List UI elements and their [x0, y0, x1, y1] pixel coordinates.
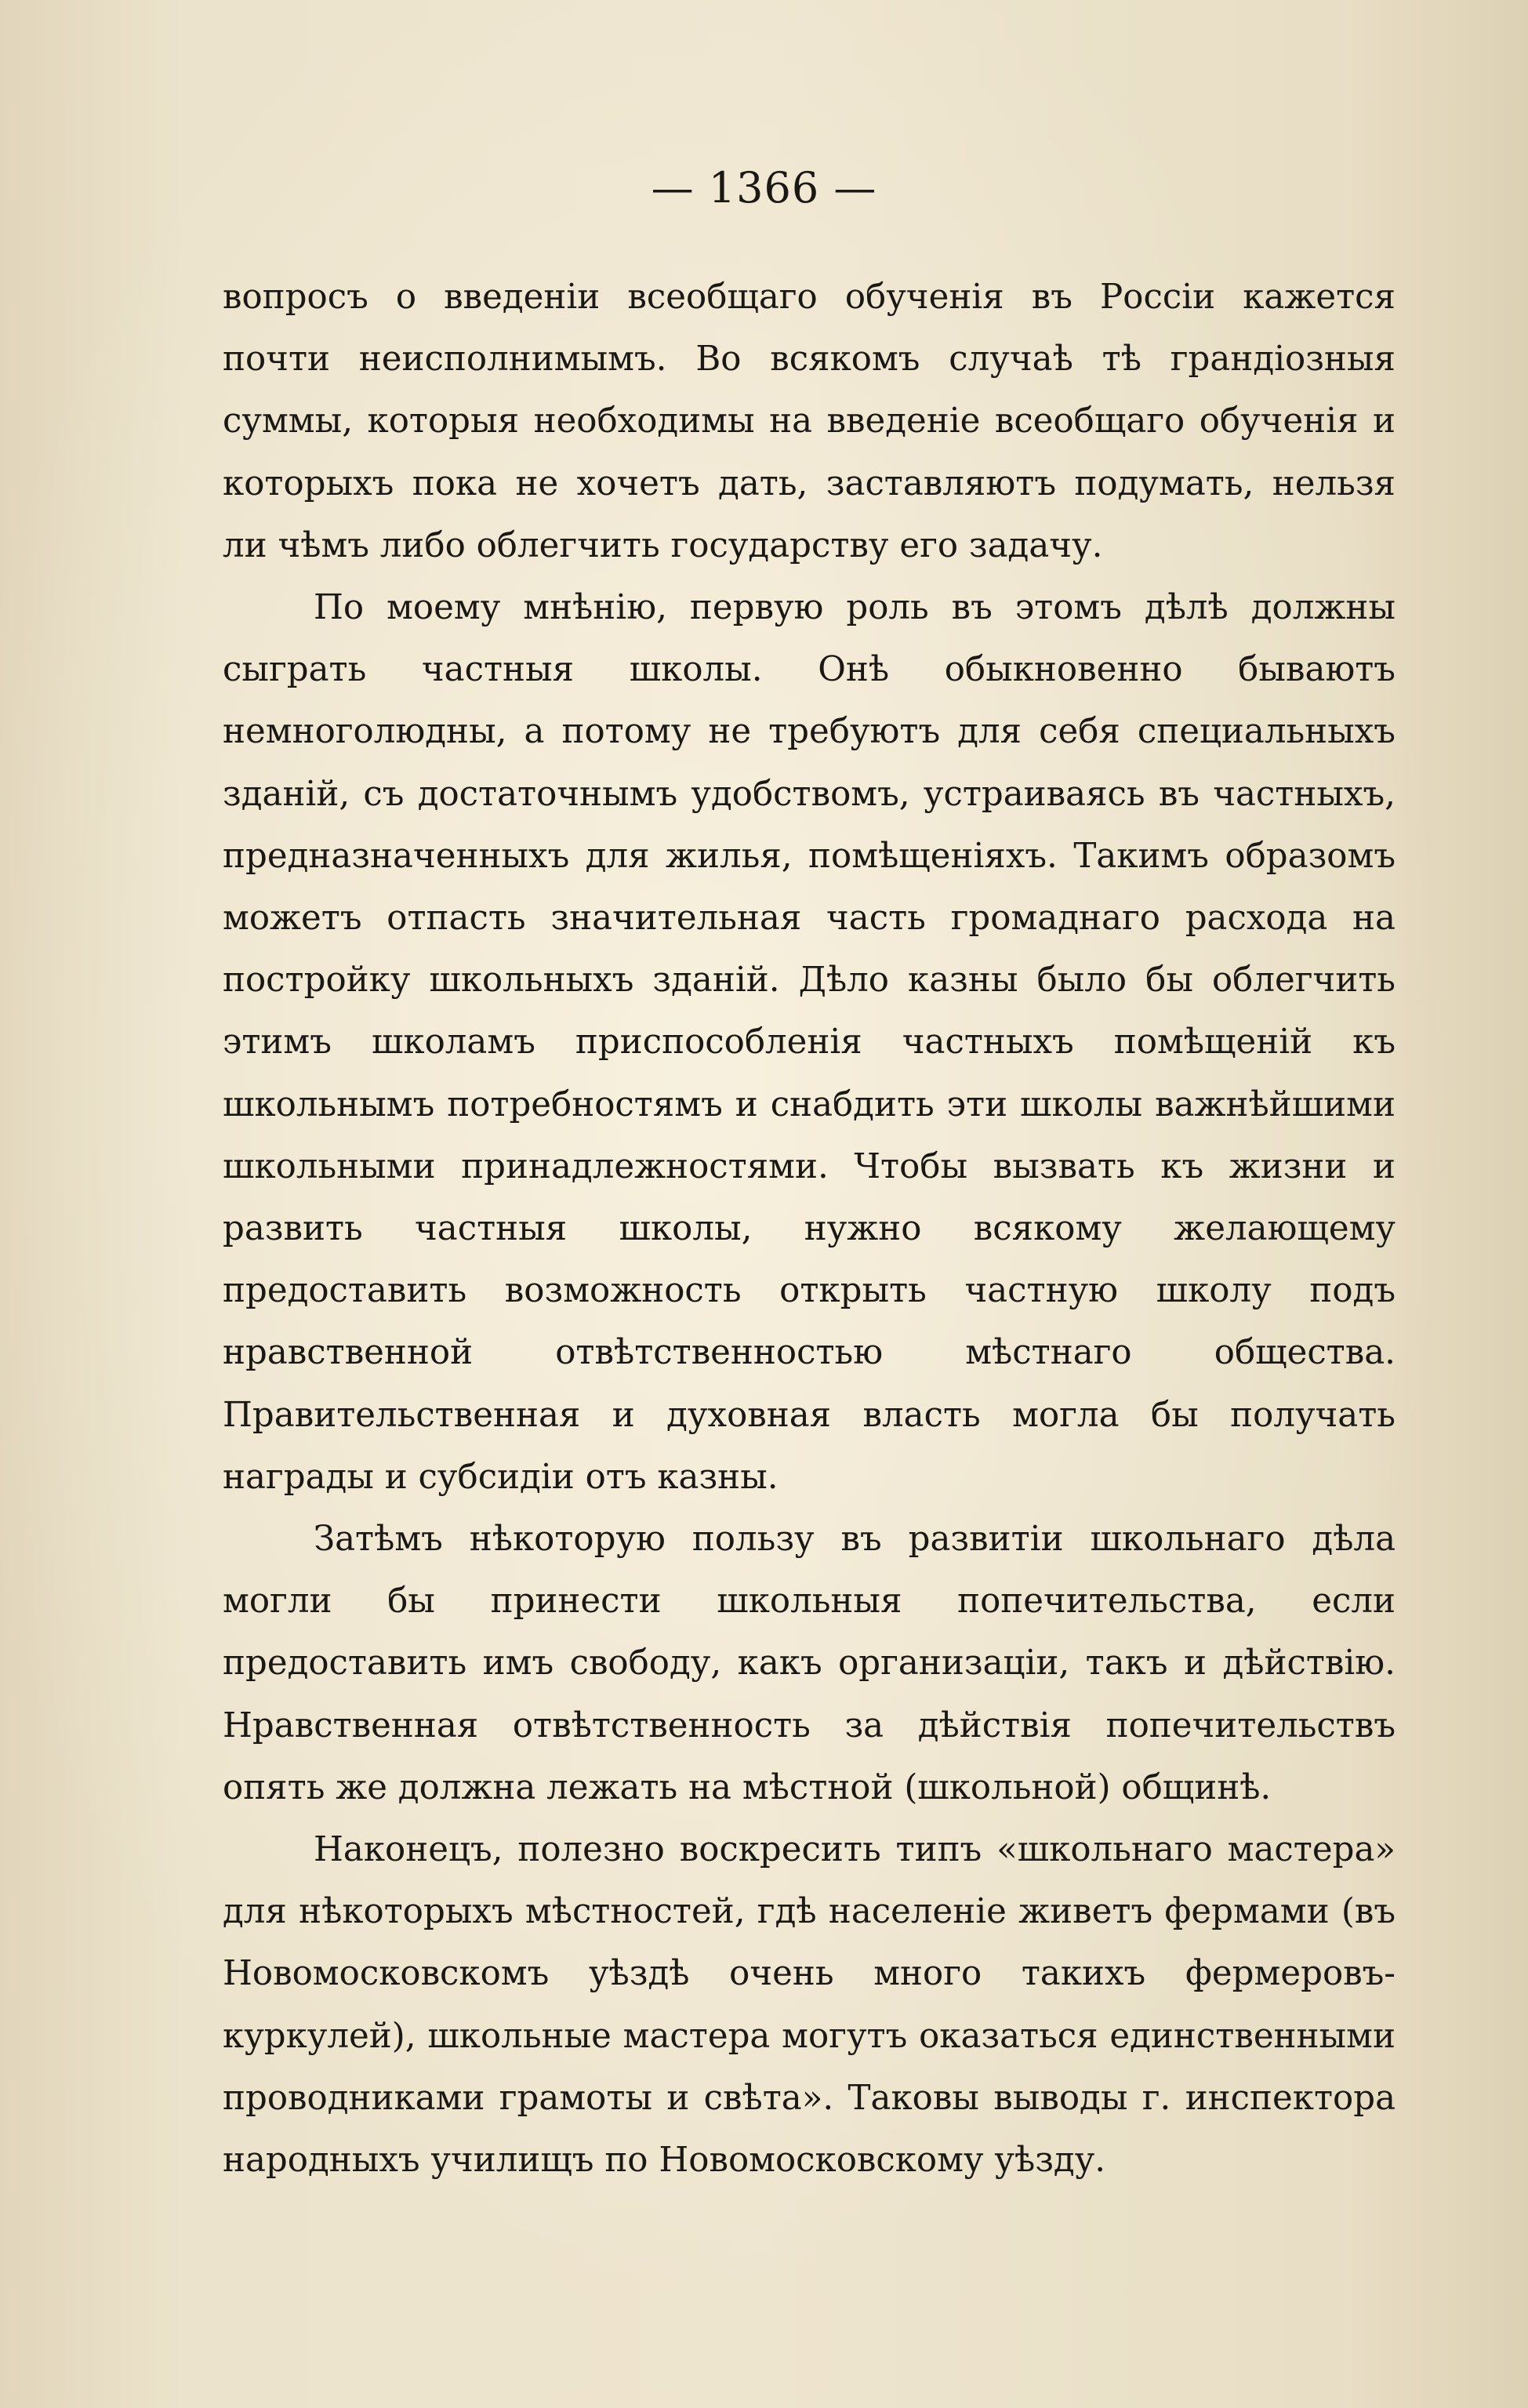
paragraph-private-schools: По моему мнѣнiю, первую роль въ этомъ дѣлѣ должны сыграть частныя школы. Онѣ обыкновенно бываютъ немноголюдны, а потому не требуютъ для себя специальныхъ зданiй, съ достаточнымъ удобствомъ, устраиваясь въ частныхъ, предназначенныхъ для жилья, помѣщенiяхъ. Такимъ образомъ можетъ отпасть значительная часть громаднаго расхода на постройку школьныхъ зданiй. Дѣло казны было бы облегчить этимъ школамъ приспособленiя частныхъ помѣщенiй къ школьнымъ потребностямъ и снабдить эти школы важнѣйшими школьными принадлежностями. Чтобы вызвать къ жизни и развить частныя школы, нужно всякому желающему предоставить возможность открыть частную школу подъ нравственной отвѣтственностью мѣстнаго общества. Правительственная и духовная власть могла бы получать награды и субсидiи отъ казны.: [223, 588, 1396, 1497]
paragraph-school-masters: Наконецъ, полезно воскресить типъ «школьнаго мастера» для нѣкоторыхъ мѣстностей, гдѣ населенiе живетъ фермами (въ Новомосковскомъ уѣздѣ очень много такихъ фермеровъ-куркулей), школьные мастера могутъ оказаться единственными проводниками грамоты и свѣта». Таковы выводы г. инспектора народныхъ училищъ по Новомосковскому уѣзду.: [223, 1830, 1396, 2181]
paragraph-school-trusteeships: Затѣмъ нѣкоторую пользу въ развитiи школьнаго дѣла могли бы принести школьныя попечительства, если предоставить имъ свободу, какъ организацiи, такъ и дѣйствiю. Нравственная отвѣтственность за дѣйствiя попечительствъ опять же должна лежать на мѣстной (школьной) общинѣ.: [223, 1520, 1396, 1807]
paragraph-continuation: вопросъ о введенiи всеобщаго обученiя въ Россiи кажется почти неисполнимымъ. Во всякомъ случаѣ тѣ грандiозныя суммы, которыя необходимы на введенiе всеобщаго обученiя и которыхъ пока не хочетъ дать, заставляютъ подумать, нельзя ли чѣмъ либо облегчить государству его задачу.: [223, 278, 1396, 565]
body-text: [223, 267, 1396, 2192]
page-number: — 1366 —: [651, 163, 877, 212]
